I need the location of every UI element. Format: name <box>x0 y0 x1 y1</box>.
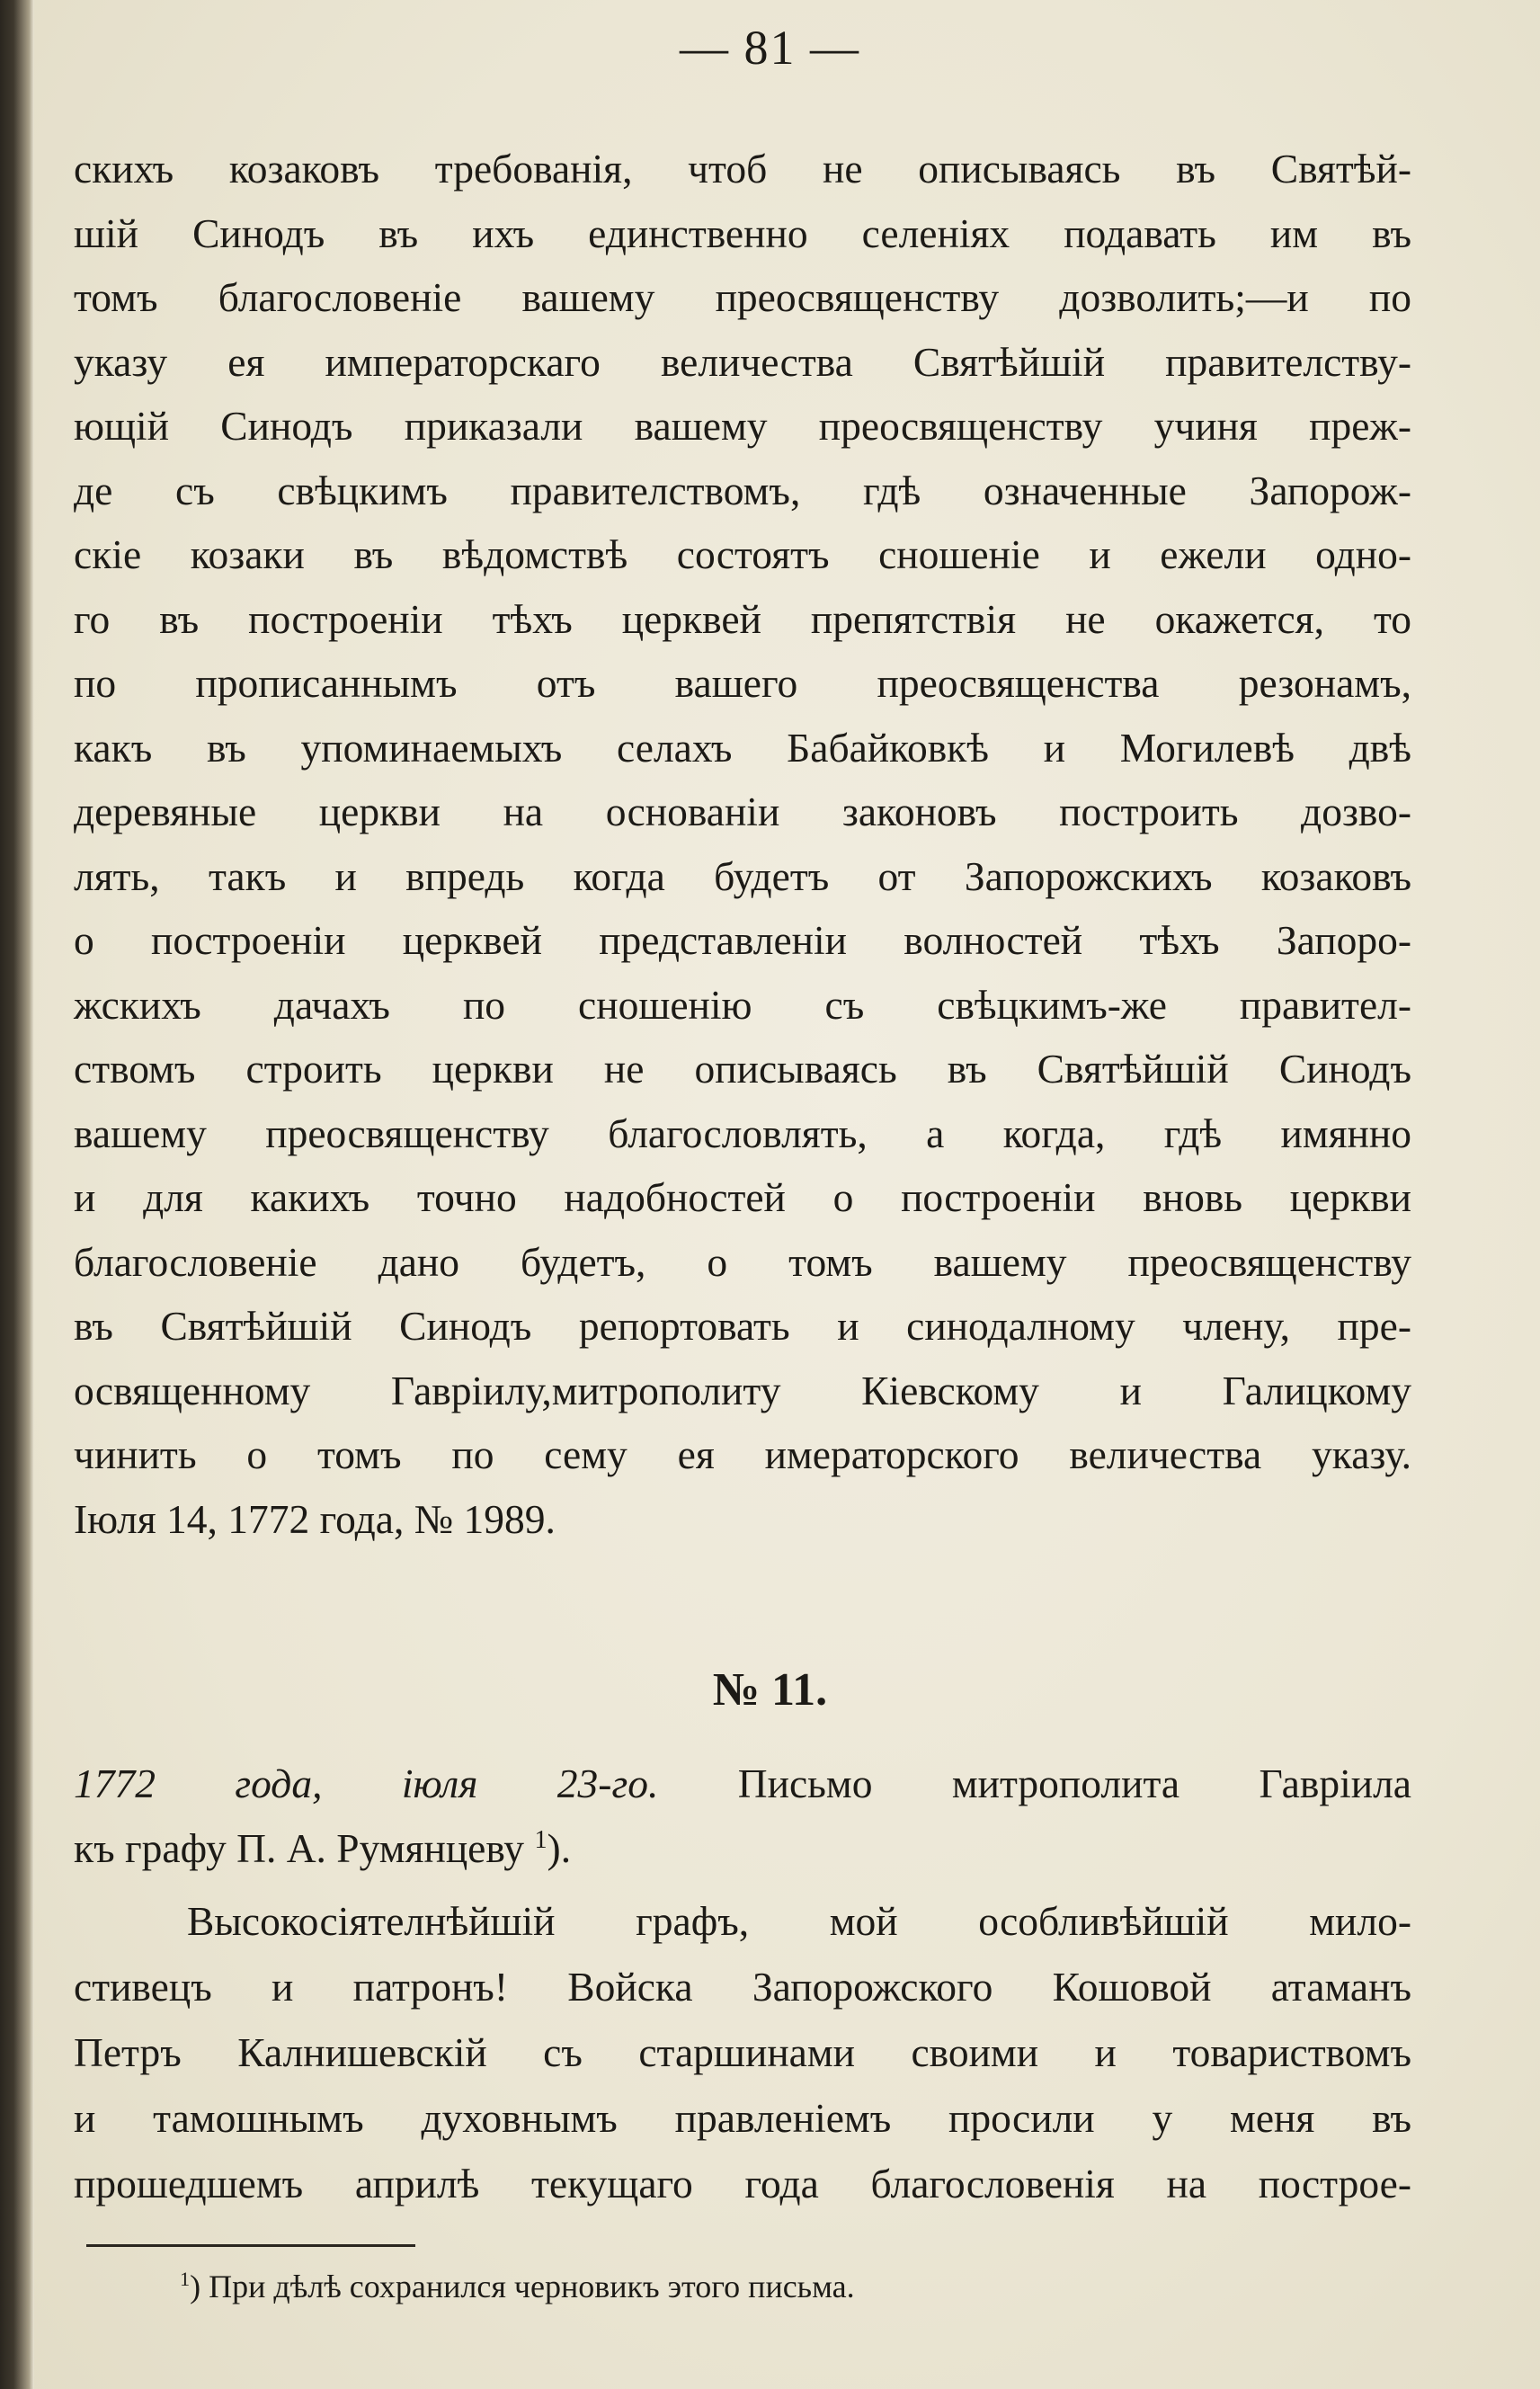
letter-text-line: прошедшемъ априлѣ текущаго года благословенія на построе- <box>74 2161 1411 2206</box>
page-number: — 81 — <box>680 21 860 75</box>
footnote-divider <box>86 2244 415 2247</box>
document-header-end: ). <box>547 1825 572 1871</box>
document-header-line-1 <box>74 1752 1411 1816</box>
body-text-line: деревяные церкви на основаніи законовъ построить дозво- <box>74 789 1411 834</box>
body-text-line: вашему преосвященству благословлять, а когда, гдѣ имянно <box>74 1110 1411 1156</box>
body-text-line: го въ построеніи тѣхъ церквей препятствія не окажется, то <box>74 595 1411 642</box>
body-text-line: де съ свѣцкимъ правителствомъ, гдѣ означенные Запорож- <box>74 467 1411 513</box>
body-text-line: ствомъ строить церкви не описываясь въ Святѣйшій Синодъ <box>74 1046 1411 1092</box>
body-text-line: въ Святѣйшій Синодъ репортовать и синодалному члену, пре- <box>74 1303 1411 1349</box>
letter-text-line: стивецъ и патронъ! Войска Запорожского Кошовой атаманъ <box>74 1964 1411 2010</box>
body-text-line: жскихъ дачахъ по сношенію съ свѣцкимъ-же правител- <box>74 981 1411 1028</box>
document-title: Письмо митрополита Гавріила <box>737 1761 1412 1806</box>
document-addressee: къ графу П. А. Румянцеву <box>74 1825 525 1871</box>
document-header <box>74 1752 1411 1881</box>
body-text-line: указу ея императорскаго величества Святѣйшій правителству- <box>74 338 1411 385</box>
letter-text-line: Петръ Калнишевскій съ старшинами своими и товариствомъ <box>74 2029 1411 2075</box>
body-text-line: ющій Синодъ приказали вашему преосвященству учиня преж- <box>74 403 1411 449</box>
body-text-line: лять, такъ и впредь когда будетъ от Запорожскихъ козаковъ <box>74 852 1411 899</box>
letter-text-line: и тамошнымъ духовнымъ правленіемъ просили у меня въ <box>74 2095 1411 2141</box>
body-text-line: Іюля 14, 1772 года, № 1989. <box>74 1495 556 1542</box>
document-header-line-2 <box>74 1816 1411 1881</box>
body-text-line: какъ въ упоминаемыхъ селахъ Бабайковкѣ и Могилевѣ двѣ <box>74 724 1411 771</box>
body-text <box>74 137 1411 1551</box>
footnote-reference: 1 <box>534 1825 547 1854</box>
letter-text <box>74 1888 1411 2216</box>
body-text-line: о построеніи церквей представленіи волностей тѣхъ Запоро- <box>74 917 1411 963</box>
body-text-line: чинить о томъ по сему ея имераторского величества указу. <box>74 1431 1411 1477</box>
body-text-line: томъ благословеніе вашему преосвященству дозволить;—и по <box>74 274 1411 320</box>
footnote-mark: 1 <box>180 2268 191 2290</box>
body-text-line: шій Синодъ въ ихъ единственно селеніях подавать им въ <box>74 209 1411 256</box>
footnote <box>180 2268 855 2305</box>
body-text-line: по прописаннымъ отъ вашего преосвященства резонамъ, <box>74 660 1411 706</box>
document-number-heading: № 11. <box>712 1664 828 1716</box>
letter-text-line: Высокосіятелнѣйшій графъ, мой особливѣйшій мило- <box>187 1898 1411 1944</box>
body-text-line: и для какихъ точно надобностей о построеніи вновь церкви <box>74 1174 1411 1220</box>
document-date: 1772 года, іюля 23-го. <box>74 1761 659 1806</box>
body-text-line: скихъ козаковъ требованія, чтоб не описываясь въ Святѣй- <box>74 146 1411 192</box>
body-text-line: скіе козаки въ вѣдомствѣ состоятъ сношеніе и ежели одно- <box>74 531 1411 577</box>
footnote-text: ) При дѣлѣ сохранился черновикъ этого письма. <box>190 2269 855 2304</box>
book-binding-edge <box>0 0 34 2389</box>
body-text-line: благословеніе дано будетъ, о томъ вашему преосвященству <box>74 1238 1411 1285</box>
body-text-line: освященному Гавріилу,митрополиту Кіевскому и Галицкому <box>74 1367 1411 1413</box>
